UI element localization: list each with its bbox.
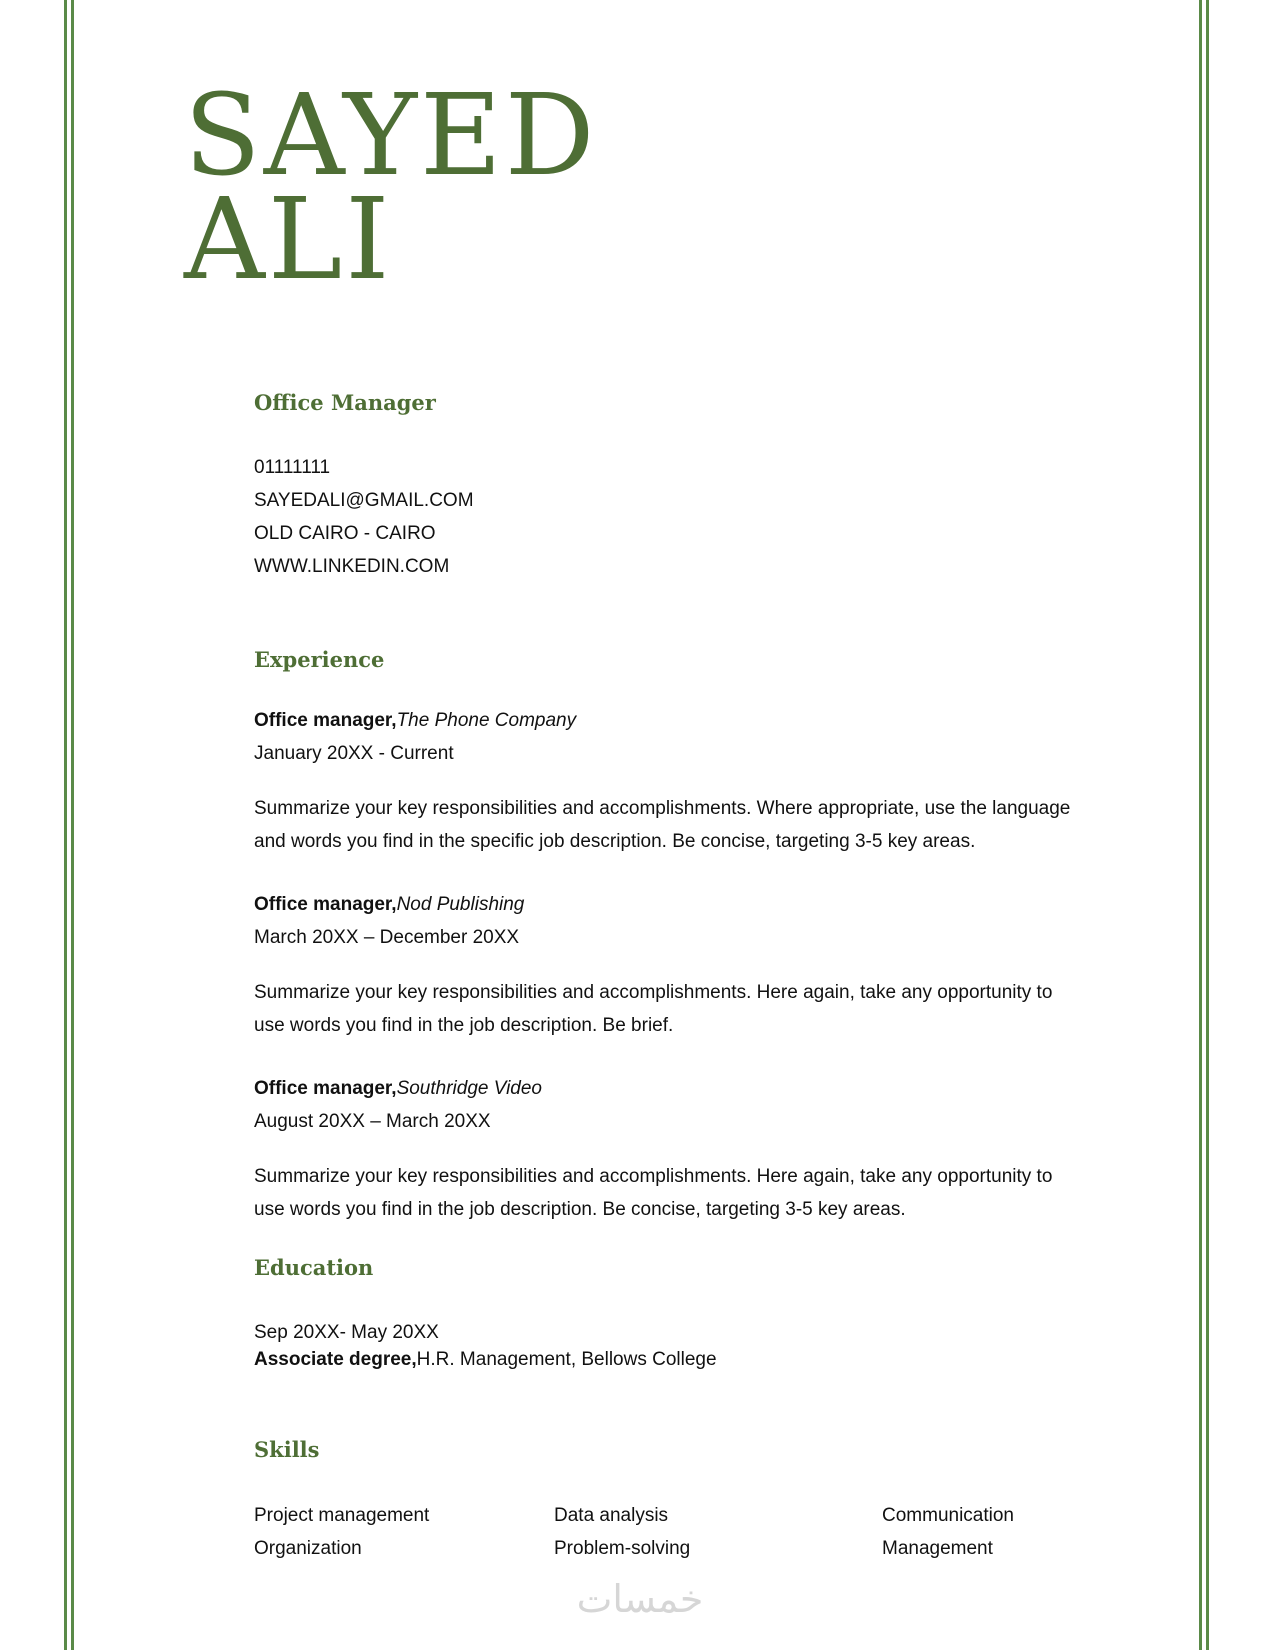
skill-item: Problem-solving: [554, 1538, 691, 1559]
job-3-summary: Summarize your key responsibilities and accomplishments. Here again, take any opportunity to use words you find in the job description. Be concise, targeting 3-5 key areas.: [254, 1166, 1053, 1220]
skill-item: Communication: [882, 1505, 1014, 1526]
contact-website: WWW.LINKEDIN.COM: [254, 556, 450, 577]
page-border-right-outer: [1206, 0, 1209, 1650]
page-border-left-inner: [71, 0, 74, 1650]
job-3-dates: August 20XX – March 20XX: [254, 1111, 491, 1132]
education-dates: Sep 20XX- May 20XX: [254, 1322, 439, 1343]
job-2-summary: Summarize your key responsibilities and accomplishments. Here again, take any opportunity to use words you find in the job description. Be brief.: [254, 982, 1053, 1036]
page-border-left-outer: [64, 0, 67, 1650]
job-3-title: [254, 1077, 542, 1101]
skill-item: Data analysis: [554, 1505, 669, 1526]
contact-location: OLD CAIRO - CAIRO: [254, 523, 436, 544]
skill-item: Organization: [254, 1538, 362, 1559]
job-1-summary: Summarize your key responsibilities and accomplishments. Where appropriate, use the language and words you find in the specific job description. Be concise, targeting 3-5 key areas.: [254, 798, 1071, 852]
name-last: ALI: [184, 175, 393, 305]
job-1-company: The Phone Company: [396, 710, 577, 731]
job-1-dates: January 20XX - Current: [254, 743, 454, 764]
watermark-logo: خمسات: [576, 1577, 704, 1621]
education-degree-type: Associate degree,: [254, 1349, 417, 1370]
education-heading: Education: [254, 1255, 374, 1280]
job-1-title: [254, 709, 576, 733]
education-detail: H.R. Management, Bellows College: [416, 1349, 717, 1370]
job-2-title: [254, 893, 524, 917]
job-2-company: Nod Publishing: [396, 894, 525, 915]
job-2-role: Office manager,: [254, 894, 397, 915]
name-first: SAYED: [184, 71, 598, 201]
job-title: Office Manager: [254, 390, 436, 415]
job-1-role: Office manager,: [254, 710, 397, 731]
page-border-right-inner: [1199, 0, 1202, 1650]
experience-heading: Experience: [254, 647, 385, 672]
job-3-company: Southridge Video: [396, 1078, 542, 1099]
resume-name: [184, 71, 598, 305]
skills-heading: Skills: [254, 1437, 320, 1462]
education-degree: [254, 1348, 717, 1372]
job-2-dates: March 20XX – December 20XX: [254, 927, 520, 948]
job-3-role: Office manager,: [254, 1078, 397, 1099]
skill-item: Project management: [254, 1505, 430, 1526]
skill-item: Management: [882, 1538, 993, 1559]
contact-email: SAYEDALI@GMAIL.COM: [254, 490, 474, 511]
contact-phone: 01111111: [254, 457, 331, 478]
